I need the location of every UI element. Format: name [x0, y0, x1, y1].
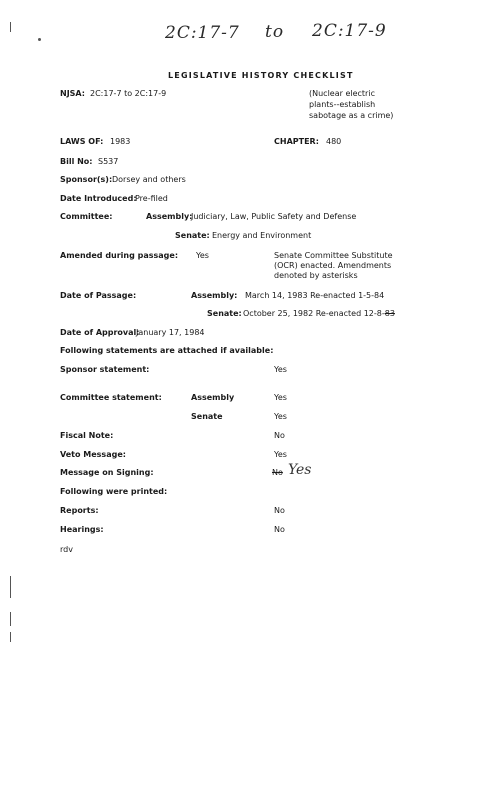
sponsor-statement-value: Yes: [274, 365, 287, 374]
description-line-3: sabotage as a crime): [309, 111, 394, 120]
document-title: LEGISLATIVE HISTORY CHECKLIST: [168, 71, 354, 80]
hearings-label: Hearings:: [60, 525, 104, 534]
scan-mark: [10, 22, 11, 32]
passage-assembly-value: March 14, 1983 Re-enacted 1-5-84: [245, 291, 385, 300]
sponsor-statement-label: Sponsor statement:: [60, 365, 150, 374]
amended-note-line-2: (OCR) enacted. Amendments: [274, 261, 392, 270]
message-on-signing-label: Message on Signing:: [60, 468, 154, 477]
printed-heading: Following were printed:: [60, 487, 168, 496]
committee-assembly-label: Assembly:: [146, 212, 193, 221]
committee-statement-senate-value: Yes: [274, 412, 287, 421]
amended-note-line-3: denoted by asterisks: [274, 271, 358, 280]
date-introduced-label: Date Introduced:: [60, 194, 137, 203]
scan-mark: [10, 576, 11, 598]
message-on-signing-handwritten-value: Yes: [288, 462, 312, 478]
njsa-label: NJSA:: [60, 89, 85, 98]
handwritten-statute-to: 2C:17-9: [312, 21, 387, 41]
date-introduced-value: Pre-filed: [135, 194, 168, 203]
committee-label: Committee:: [60, 212, 113, 221]
handwritten-statute-from: 2C:17-7: [165, 23, 240, 43]
sponsors-value: Dorsey and others: [112, 175, 186, 184]
passage-senate-label: Senate:: [207, 309, 242, 318]
scan-mark: [10, 612, 11, 626]
sponsors-label: Sponsor(s):: [60, 175, 113, 184]
reports-label: Reports:: [60, 506, 99, 515]
scan-mark: [38, 38, 41, 41]
description-line-1: (Nuclear electric: [309, 89, 375, 98]
veto-message-value: Yes: [274, 450, 287, 459]
passage-label: Date of Passage:: [60, 291, 137, 300]
passage-senate-date: October 25, 1982 Re-enacted 12-8-: [243, 309, 385, 318]
message-on-signing-struck-value: No: [272, 468, 283, 477]
approval-value: January 17, 1984: [136, 328, 205, 337]
committee-statement-assembly-value: Yes: [274, 393, 287, 402]
attached-heading: Following statements are attached if available:: [60, 346, 274, 355]
amended-value: Yes: [196, 251, 209, 260]
amended-label: Amended during passage:: [60, 251, 179, 260]
passage-senate-value: [243, 310, 395, 318]
passage-assembly-label: Assembly:: [191, 291, 238, 300]
approval-label: Date of Approval:: [60, 328, 140, 337]
chapter-value: 480: [326, 137, 342, 146]
bill-no-label: Bill No:: [60, 157, 93, 166]
description-line-2: plants--establish: [309, 100, 376, 109]
laws-of-value: 1983: [110, 137, 131, 146]
laws-of-label: LAWS OF:: [60, 137, 104, 146]
reports-value: No: [274, 506, 285, 515]
scan-mark: [10, 632, 11, 642]
njsa-value: 2C:17-7 to 2C:17-9: [90, 89, 167, 98]
handwritten-to: to: [265, 22, 285, 42]
committee-senate-label: Senate:: [175, 231, 210, 240]
bill-no-value: S537: [98, 157, 119, 166]
committee-statement-assembly-label: Assembly: [191, 393, 235, 402]
amended-note-line-1: Senate Committee Substitute: [274, 251, 393, 260]
committee-assembly-value: Judiciary, Law, Public Safety and Defense: [191, 212, 357, 221]
initials: rdv: [60, 545, 73, 554]
committee-statement-label: Committee statement:: [60, 393, 162, 402]
hearings-value: No: [274, 525, 285, 534]
passage-senate-struck-year: 83: [384, 309, 395, 318]
fiscal-note-value: No: [274, 431, 285, 440]
committee-senate-value: Energy and Environment: [212, 231, 312, 240]
chapter-label: CHAPTER:: [274, 137, 319, 146]
fiscal-note-label: Fiscal Note:: [60, 431, 114, 440]
committee-statement-senate-label: Senate: [191, 412, 223, 421]
veto-message-label: Veto Message:: [60, 450, 126, 459]
